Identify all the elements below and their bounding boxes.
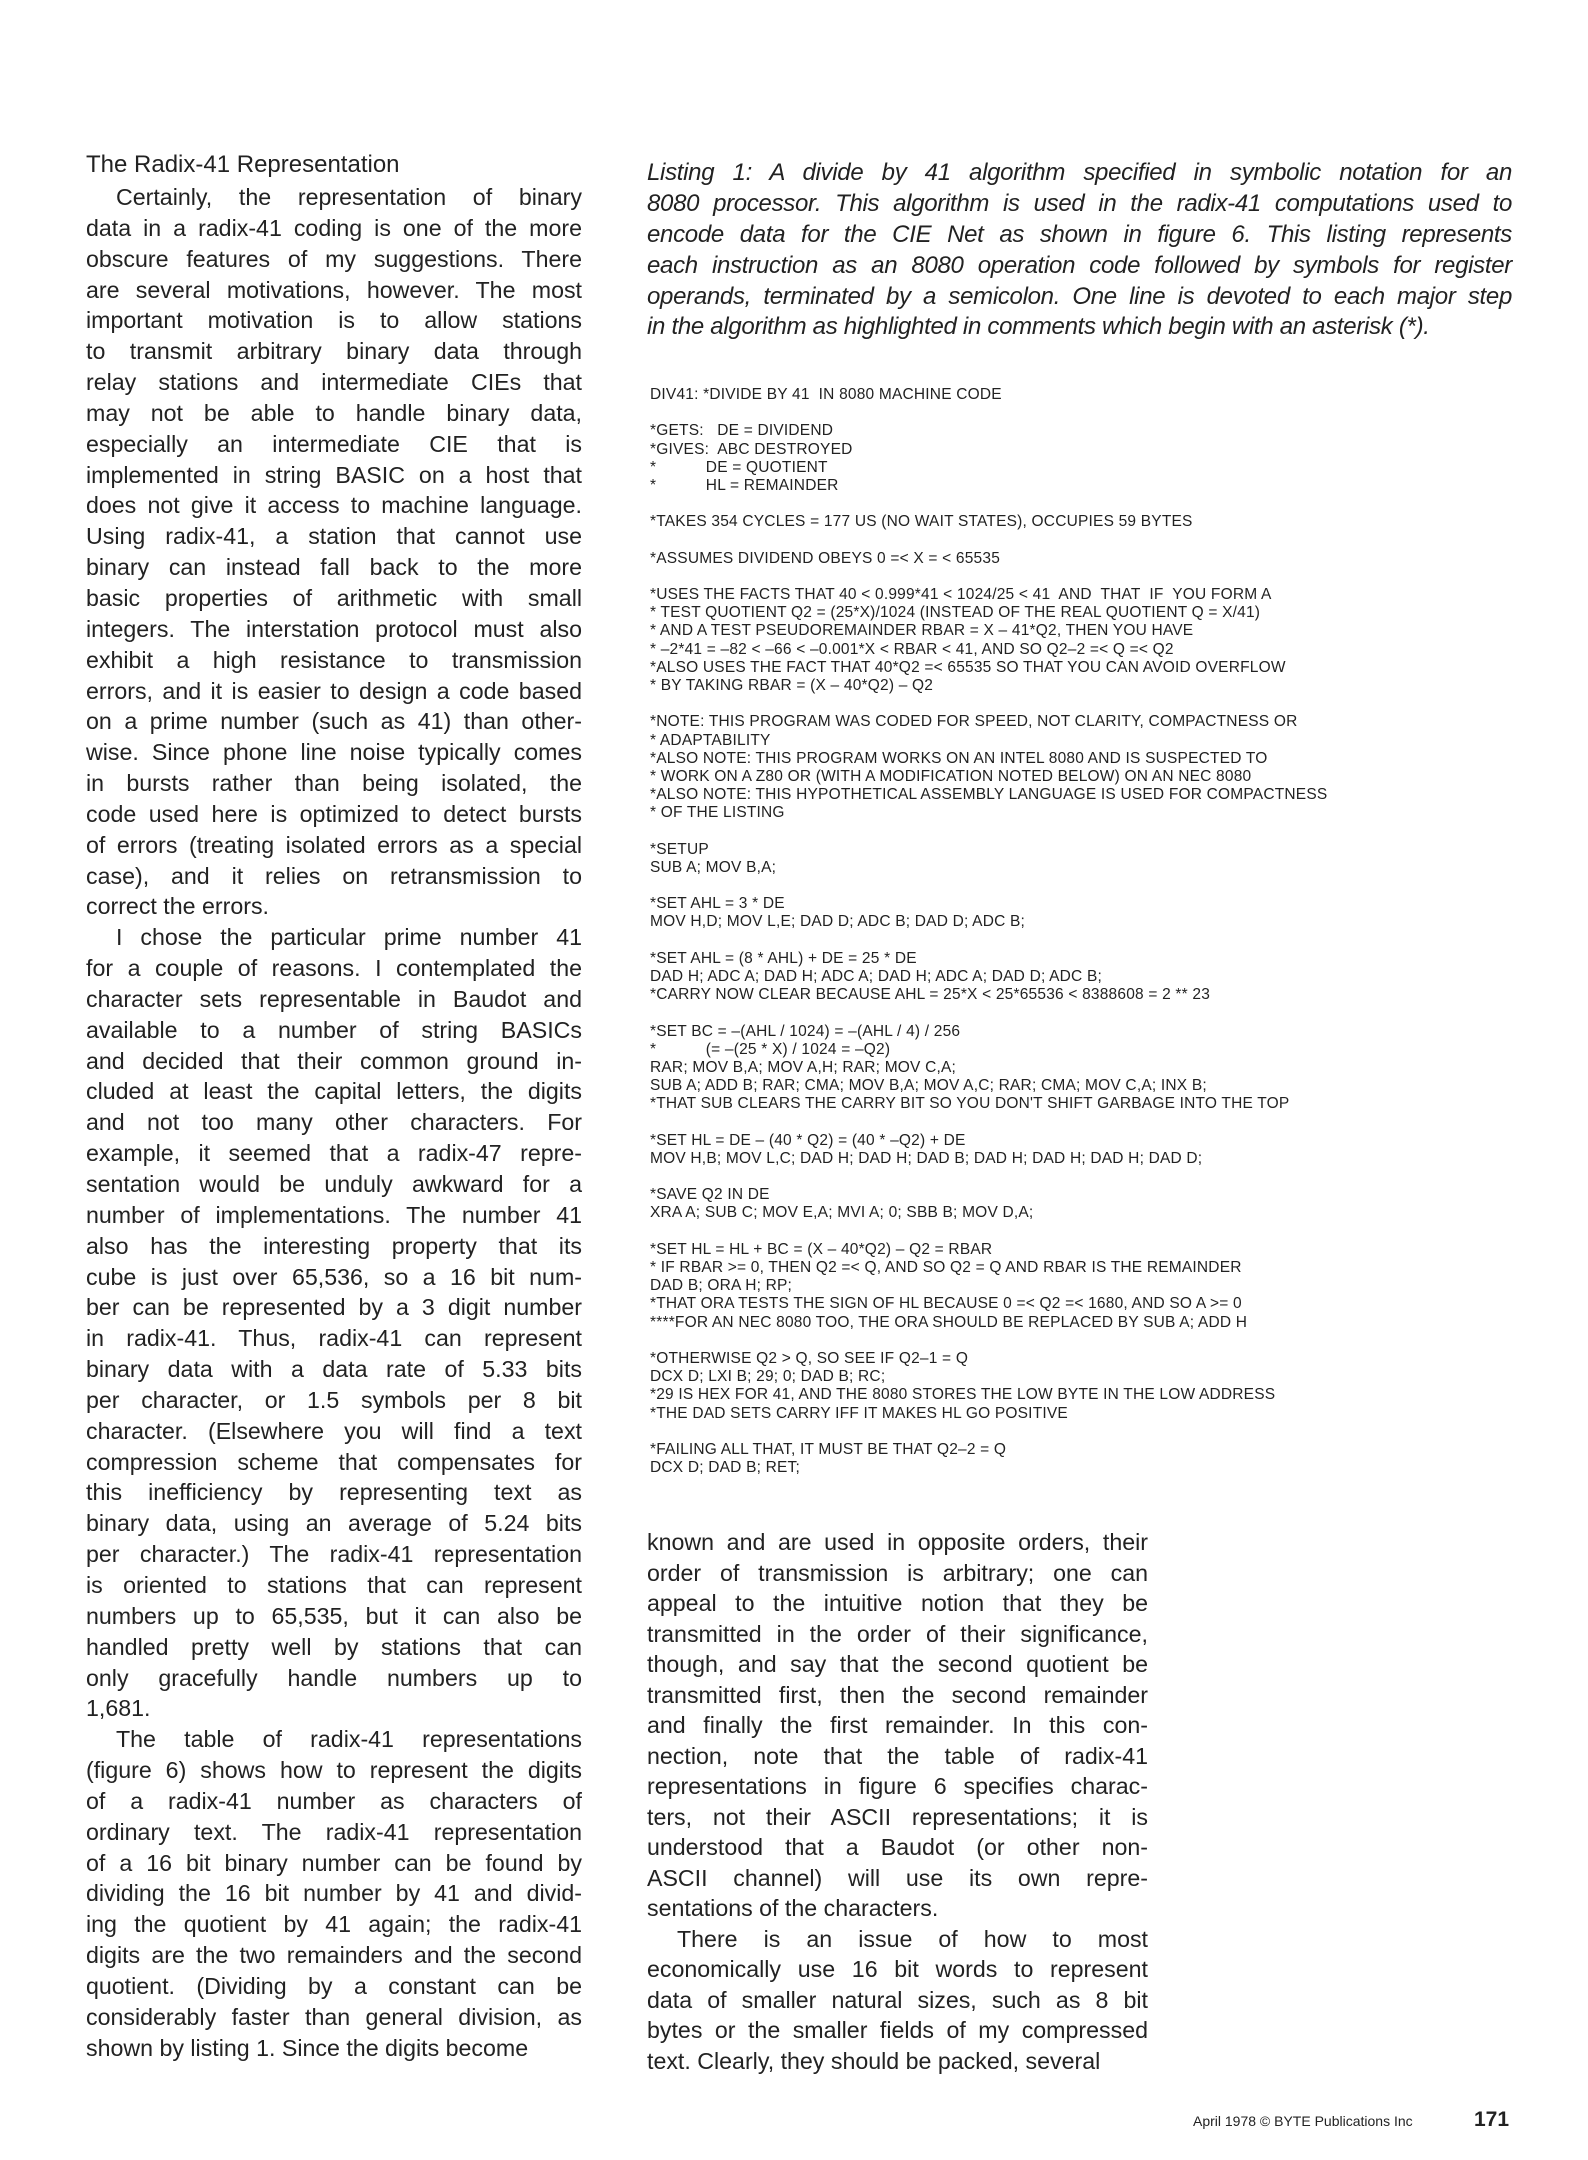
code-comment: *ALSO NOTE: THIS HYPOTHETICAL ASSEMBLY LANGUAGE IS USED FOR COMPACTNESS (650, 786, 1328, 804)
text-line: exhibit a high resistance to transmission (86, 646, 582, 673)
text-line: I chose the particular prime number 41 (116, 924, 582, 951)
text-line: and finally the first remainder. In this con- (647, 1712, 1148, 1738)
text-line: and decided that their common ground in- (86, 1047, 582, 1074)
text-line: ters, not their ASCII representations; it is (647, 1803, 1148, 1830)
text-line: sentations of the characters. (647, 1895, 939, 1921)
text-line: representations in figure 6 specifies charac- (647, 1773, 1148, 1799)
code-comment: *GETS: DE = DIVIDEND (650, 422, 834, 440)
code-comment: * OF THE LISTING (650, 804, 785, 822)
code-comment: *TAKES 354 CYCLES = 177 US (NO WAIT STATES), OCCUPIES 59 BYTES (650, 513, 1193, 531)
caption-line: Listing 1: A divide by 41 algorithm specified in symbolic notation for an (647, 159, 1512, 186)
text-line: character sets representable in Baudot and (86, 985, 582, 1012)
text-line: compression scheme that compensates for (86, 1448, 582, 1475)
text-line: bytes or the smaller fields of my compressed (647, 2017, 1148, 2043)
text-line: for a couple of reasons. I contemplated the (86, 955, 582, 982)
text-line: There is an issue of how to most (677, 1925, 1148, 1952)
text-line: in bursts rather than being isolated, the (86, 770, 582, 797)
text-line: in radix-41. Thus, radix-41 can represent (86, 1325, 582, 1352)
section-heading: The Radix-41 Representation (86, 151, 400, 178)
text-line: digits are the two remainders and the second (86, 1942, 582, 1969)
text-line: per character, or 1.5 symbols per 8 bit (86, 1386, 582, 1413)
listing-caption (647, 158, 1512, 343)
blank-line (650, 495, 1530, 513)
text-line: this inefficiency by representing text as (86, 1479, 582, 1506)
text-line: are several motivations, however. The most (86, 276, 582, 303)
code-comment: *ALSO NOTE: THIS PROGRAM WORKS ON AN INTEL 8080 AND IS SUSPECTED TO (650, 749, 1268, 767)
code-comment: *ASSUMES DIVIDEND OBEYS 0 =< X = < 65535 (650, 549, 1001, 567)
text-line: and not too many other characters. For (86, 1109, 582, 1136)
text-line: appeal to the intuitive notion that they be (647, 1590, 1148, 1616)
text-line: obscure features of my suggestions. There (86, 245, 582, 272)
code-comment: * ADAPTABILITY (650, 731, 771, 749)
code-comment: *THAT ORA TESTS THE SIGN OF HL BECAUSE 0 =< Q2 =< 1680, AND SO A >= 0 (650, 1295, 1242, 1313)
text-line: code used here is optimized to detect bursts (86, 800, 582, 827)
text-line: to transmit arbitrary binary data through (86, 338, 582, 365)
code-comment: * DE = QUOTIENT (650, 458, 828, 476)
text-line: binary data with a data rate of 5.33 bits (86, 1356, 582, 1383)
text-line: (figure 6) shows how to represent the digits (86, 1757, 582, 1784)
left-column-body (86, 182, 582, 2063)
code-line: MOV H,D; MOV L,E; DAD D; ADC B; DAD D; ADC B; (650, 913, 1026, 931)
text-line: sentation would be unduly awkward for a (86, 1171, 582, 1197)
code-comment: *SET AHL = 3 * DE (650, 895, 785, 913)
code-comment: *GIVES: ABC DESTROYED (650, 440, 853, 458)
code-comment: *SET AHL = (8 * AHL) + DE = 25 * DE (650, 949, 917, 967)
text-line: numbers up to 65,535, but it can also be (86, 1602, 582, 1629)
caption-line: encode data for the CIE Net as shown in figure 6. This listing represents (647, 220, 1512, 248)
text-line: transmitted first, then the second remainder (647, 1681, 1148, 1708)
blank-line (650, 1168, 1530, 1186)
text-line: errors, and it is easier to design a code based (86, 677, 582, 704)
text-line: order of transmission is arbitrary; one can (647, 1559, 1148, 1586)
text-line: implemented in string BASIC on a host that (86, 461, 582, 488)
code-comment: *SETUP (650, 840, 709, 858)
blank-line (650, 404, 1530, 422)
code-comment: *THAT SUB CLEARS THE CARRY BIT SO YOU DON'T SHIFT GARBAGE INTO THE TOP (650, 1095, 1290, 1113)
code-line: DCX D; LXI B; 29; 0; DAD B; RC; (650, 1368, 886, 1386)
text-line: shown by listing 1. Since the digits become (86, 2034, 529, 2061)
text-line: dividing the 16 bit number by 41 and divid- (86, 1880, 582, 1907)
text-line: ASCII channel) will use its own repre- (647, 1864, 1148, 1891)
text-line: may not be able to handle binary data, (86, 399, 582, 426)
code-line: DAD H; ADC A; DAD H; ADC A; DAD H; ADC A; DAD D; ADC B; (650, 968, 1102, 985)
code-line: SUB A; MOV B,A; (650, 858, 777, 876)
text-line: binary data, using an average of 5.24 bits (86, 1510, 582, 1537)
text-line: number of implementations. The number 41 (86, 1201, 582, 1228)
code-line: MOV H,B; MOV L,C; DAD H; DAD H; DAD B; DAD H; DAD H; DAD H; DAD D; (650, 1149, 1203, 1167)
code-comment: ****FOR AN NEC 8080 TOO, THE ORA SHOULD BE REPLACED BY SUB A; ADD H (650, 1313, 1248, 1331)
caption-line: each instruction as an 8080 operation code followed by symbols for register (647, 251, 1512, 279)
text-line: basic properties of arithmetic with small (86, 584, 582, 611)
text-line: of a 16 bit binary number can be found by (86, 1849, 582, 1876)
blank-line (650, 1223, 1530, 1241)
code-comment: *OTHERWISE Q2 > Q, SO SEE IF Q2–1 = Q (650, 1349, 969, 1367)
text-line: wise. Since phone line noise typically comes (86, 739, 582, 766)
caption-line: 8080 processor. This algorithm is used in the radix-41 computations used to (647, 189, 1512, 217)
blank-line (650, 932, 1530, 950)
code-comment: * BY TAKING RBAR = (X – 40*Q2) – Q2 (650, 677, 934, 694)
code-comment: *29 IS HEX FOR 41, AND THE 8080 STORES THE LOW BYTE IN THE LOW ADDRESS (650, 1386, 1276, 1404)
text-line: The table of radix-41 representations (116, 1726, 582, 1753)
text-line: is oriented to stations that can represent (86, 1571, 582, 1598)
text-line: available to a number of string BASICs (86, 1016, 582, 1043)
text-line: quotient. (Dividing by a constant can be (86, 1972, 582, 1999)
text-line: case), and it relies on retransmission to (86, 862, 582, 889)
blank-line (650, 823, 1530, 841)
text-line: relay stations and intermediate CIEs that (86, 369, 582, 396)
code-line: DCX D; DAD B; RET; (650, 1459, 801, 1477)
code-line: DIV41: *DIVIDE BY 41 IN 8080 MACHINE CODE (650, 386, 1002, 403)
text-line: considerably faster than general division, as (86, 2003, 582, 2030)
code-comment: *CARRY NOW CLEAR BECAUSE AHL = 25*X < 25*65536 < 8388608 = 2 ** 23 (650, 986, 1211, 1004)
text-line: of errors (treating isolated errors as a special (86, 831, 582, 858)
code-comment: * WORK ON A Z80 OR (WITH A MODIFICATION NOTED BELOW) ON AN NEC 8080 (650, 767, 1252, 785)
code-comment: * TEST QUOTIENT Q2 = (25*X)/1024 (INSTEAD OF THE REAL QUOTIENT Q = X/41) (650, 604, 1261, 622)
text-line: known and are used in opposite orders, their (647, 1529, 1148, 1555)
blank-line (650, 1004, 1530, 1022)
text-line: though, and say that the second quotient be (647, 1651, 1148, 1677)
text-line: also has the interesting property that its (86, 1232, 582, 1259)
text-line: nection, note that the table of radix-41 (647, 1742, 1148, 1769)
page-number: 171 (1474, 2108, 1510, 2131)
text-line: Certainly, the representation of binary (116, 184, 582, 210)
text-line: correct the errors. (86, 893, 269, 920)
code-line: XRA A; SUB C; MOV E,A; MVI A; 0; SBB B; MOV D,A; (650, 1204, 1034, 1222)
caption-line: operands, terminated by a semicolon. One line is devoted to each major step (647, 282, 1512, 310)
text-line: Using radix-41, a station that cannot use (86, 523, 582, 550)
text-line: does not give it access to machine language. (86, 492, 582, 519)
text-line: on a prime number (such as 41) than other- (86, 708, 582, 735)
text-line: binary can instead fall back to the more (86, 554, 582, 581)
code-listing (650, 386, 1530, 1477)
code-comment: *SAVE Q2 IN DE (650, 1186, 770, 1204)
text-line: text. Clearly, they should be packed, several (647, 2047, 1101, 2074)
code-comment: *SET HL = HL + BC = (X – 40*Q2) – Q2 = RBAR (650, 1240, 993, 1258)
code-line: DAD B; ORA H; RP; (650, 1277, 793, 1295)
code-line: RAR; MOV B,A; MOV A,H; RAR; MOV C,A; (650, 1058, 957, 1076)
blank-line (650, 532, 1530, 550)
text-line: ordinary text. The radix-41 representation (86, 1818, 582, 1845)
code-comment: *USES THE FACTS THAT 40 < 0.999*41 < 1024/25 < 41 AND THAT IF YOU FORM A (650, 586, 1272, 604)
text-line: handled pretty well by stations that can (86, 1633, 582, 1660)
text-line: character. (Elsewhere you will find a text (86, 1417, 582, 1444)
text-line: cube is just over 65,536, so a 16 bit num- (86, 1263, 582, 1290)
code-comment: *SET BC = –(AHL / 1024) = –(AHL / 4) / 256 (650, 1022, 961, 1040)
text-line: integers. The interstation protocol must also (86, 615, 582, 642)
code-comment: * HL = REMAINDER (650, 476, 839, 494)
text-line: cluded at least the capital letters, the digits (86, 1078, 582, 1105)
text-line: per character.) The radix-41 representation (86, 1541, 582, 1568)
code-comment: *ALSO USES THE FACT THAT 40*Q2 =< 65535 SO THAT YOU CAN AVOID OVERFLOW (650, 658, 1286, 676)
blank-line (650, 695, 1530, 713)
text-line: economically use 16 bit words to represent (647, 1956, 1148, 1982)
blank-line (650, 568, 1530, 586)
text-line: ber can be represented by a 3 digit number (86, 1294, 582, 1321)
code-comment: * IF RBAR >= 0, THEN Q2 =< Q, AND SO Q2 = Q AND RBAR IS THE REMAINDER (650, 1259, 1242, 1276)
blank-line (650, 1423, 1530, 1441)
text-line: of a radix-41 number as characters of (86, 1787, 582, 1814)
text-line: ing the quotient by 41 again; the radix-41 (86, 1911, 582, 1938)
code-comment: * AND A TEST PSEUDOREMAINDER RBAR = X – 41*Q2, THEN YOU HAVE (650, 622, 1194, 640)
code-comment: *NOTE: THIS PROGRAM WAS CODED FOR SPEED, NOT CLARITY, COMPACTNESS OR (650, 713, 1298, 731)
code-comment: *THE DAD SETS CARRY IFF IT MAKES HL GO POSITIVE (650, 1404, 1068, 1422)
code-comment: *FAILING ALL THAT, IT MUST BE THAT Q2–2 = Q (650, 1440, 1007, 1458)
text-line: important motivation is to allow stations (86, 307, 582, 334)
text-line: especially an intermediate CIE that is (86, 430, 582, 457)
text-line: data of smaller natural sizes, such as 8 bit (647, 1986, 1148, 2013)
blank-line (650, 1114, 1530, 1132)
code-comment: * (= –(25 * X) / 1024 = –Q2) (650, 1040, 891, 1058)
code-comment: *SET HL = DE – (40 * Q2) = (40 * –Q2) + DE (650, 1131, 966, 1149)
code-comment: * –2*41 = –82 < –66 < –0.001*X < RBAR < 41, AND SO Q2–2 =< Q =< Q2 (650, 640, 1174, 658)
blank-line (650, 877, 1530, 895)
text-line: transmitted in the order of their significance, (647, 1620, 1148, 1647)
footer-publication: April 1978 © BYTE Publications Inc (1193, 2113, 1413, 2129)
right-column-body (647, 1527, 1148, 2076)
text-line: 1,681. (86, 1695, 151, 1722)
text-line: only gracefully handle numbers up to (86, 1664, 582, 1691)
caption-line: in the algorithm as highlighted in comments which begin with an asterisk (*). (647, 313, 1430, 341)
text-line: example, it seemed that a radix-47 repre- (86, 1140, 582, 1167)
page-footer (1193, 2108, 1510, 2131)
text-line: understood that a Baudot (or other non- (647, 1834, 1148, 1860)
code-line: SUB A; ADD B; RAR; CMA; MOV B,A; MOV A,C; RAR; CMA; MOV C,A; INX B; (650, 1077, 1207, 1095)
blank-line (650, 1332, 1530, 1350)
text-line: data in a radix-41 coding is one of the more (86, 214, 582, 241)
